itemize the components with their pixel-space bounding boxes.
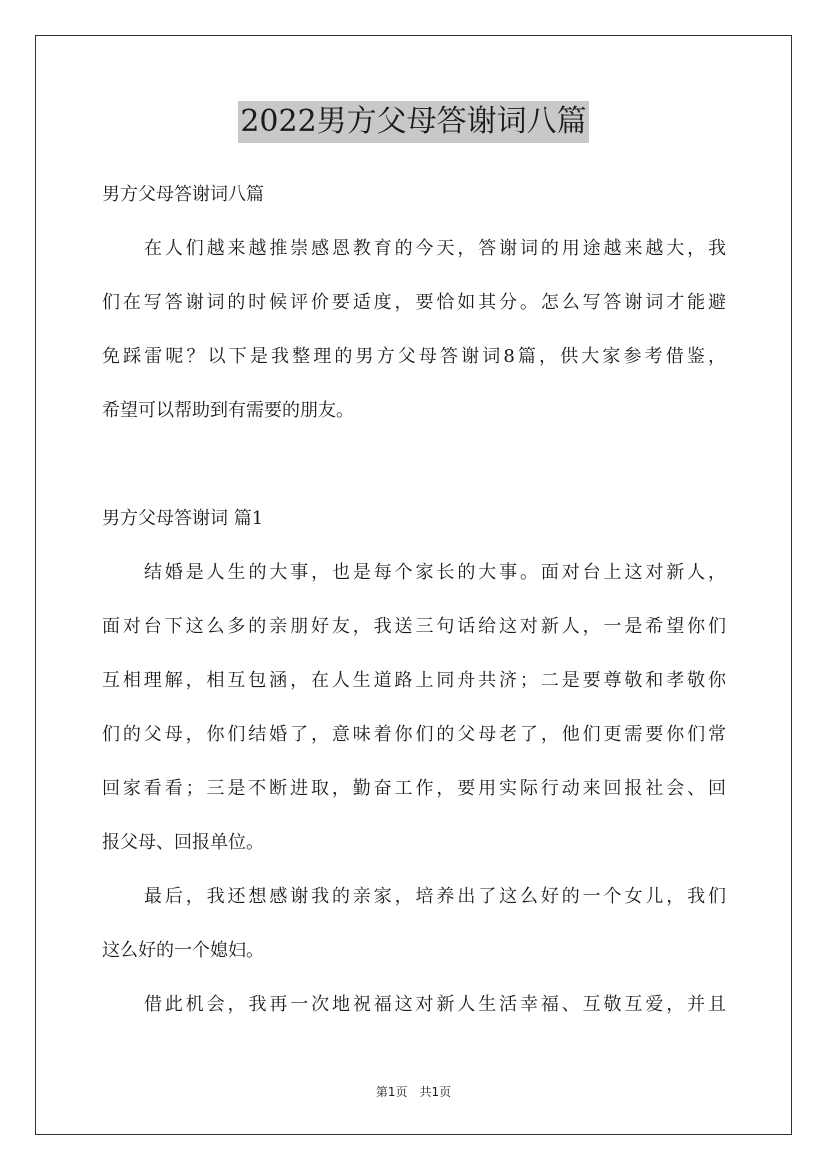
document-body [102, 168, 726, 1032]
paragraph-line: 借此机会，我再一次地祝福这对新人生活幸福、互敬互爱，并且 [144, 994, 726, 1015]
document-subtitle: 男方父母答谢词八篇 [102, 184, 264, 205]
paragraph-line: 这么好的一个媳妇。 [102, 940, 264, 961]
intro-line: 希望可以帮助到有需要的朋友。 [102, 400, 354, 421]
intro-line: 们在写答谢词的时候评价要适度，要恰如其分。怎么写答谢词才能避 [102, 292, 726, 313]
intro-line: 在人们越来越推崇感恩教育的今天，答谢词的用途越来越大，我 [144, 238, 726, 259]
page-footer [0, 1082, 827, 1102]
paragraph-line: 回家看看；三是不断进取，勤奋工作，要用实际行动来回报社会、回 [102, 778, 726, 799]
paragraph-line: 结婚是人生的大事，也是每个家长的大事。面对台上这对新人， [144, 562, 726, 583]
page-number: 第1页 共1页 [375, 1085, 452, 1099]
paragraph-line: 最后，我还想感谢我的亲家，培养出了这么好的一个女儿，我们 [144, 886, 726, 907]
paragraph-line: 互相理解，相互包涵，在人生道路上同舟共济；二是要尊敬和孝敬你 [102, 670, 726, 691]
document-title: 2022男方父母答谢词八篇 [238, 101, 588, 143]
paragraph-line: 面对台下这么多的亲朋好友，我送三句话给这对新人，一是希望你们 [102, 616, 726, 637]
paragraph-line: 报父母、回报单位。 [102, 832, 264, 853]
paragraph-gap [102, 438, 726, 492]
intro-line: 免踩雷呢？以下是我整理的男方父母答谢词8篇，供大家参考借鉴， [102, 346, 726, 367]
paragraph-line: 们的父母，你们结婚了，意味着你们的父母老了，他们更需要你们常 [102, 724, 726, 745]
title-container [0, 101, 827, 143]
section-heading: 男方父母答谢词 篇1 [102, 508, 264, 529]
